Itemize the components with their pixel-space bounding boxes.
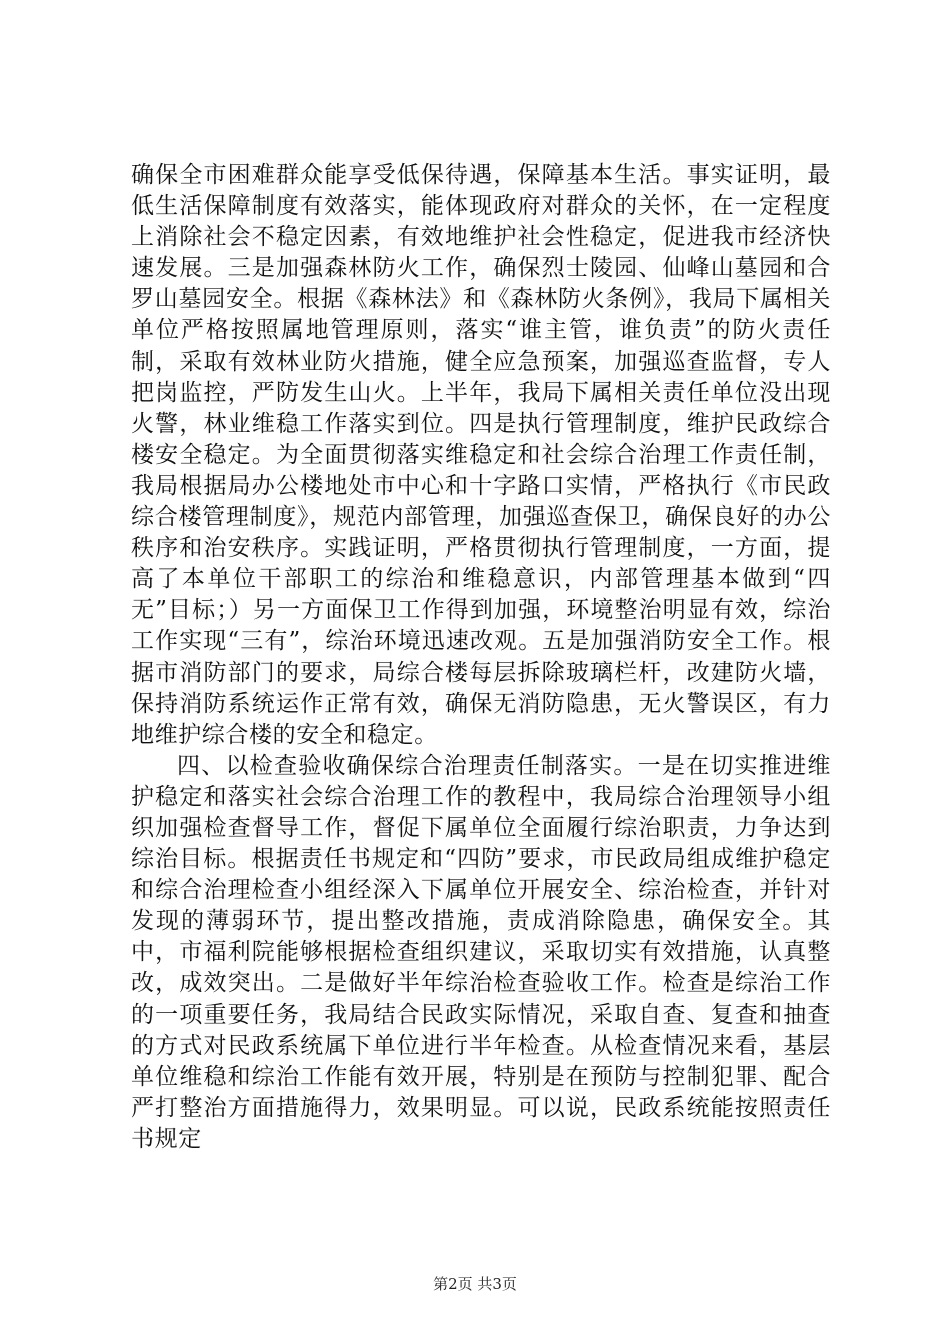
- document-body: [131, 160, 831, 1155]
- paragraph-1: 确保全市困难群众能享受低保待遇，保障基本生活。事实证明，最低生活保障制度有效落实，能体现政府对群众的关怀，在一定程度上消除社会不稳定因素，有效地维护社会性稳定，促进我市经济快速发展。三是加强森林防火工作，确保烈士陵园、仙峰山墓园和合罗山墓园安全。根据《森林法》和《森林防火条例》，我局下属相关单位严格按照属地管理原则，落实“谁主管，谁负责”的防火责任制，采取有效林业防火措施，健全应急预案，加强巡查监督，专人把岗监控，严防发生山火。上半年，我局下属相关责任单位没出现火警，林业维稳工作落实到位。四是执行管理制度，维护民政综合楼安全稳定。为全面贯彻落实维稳定和社会综合治理工作责任制，我局根据局办公楼地处市中心和十字路口实情，严格执行《市民政综合楼管理制度》，规范内部管理，加强巡查保卫，确保良好的办公秩序和治安秩序。实践证明，严格贯彻执行管理制度，一方面，提高了本单位干部职工的综治和维稳意识，内部管理基本做到“四无”目标；）另一方面保卫工作得到加强，环境整治明显有效，综治工作实现“三有”，综治环境迅速改观。五是加强消防安全工作。根据市消防部门的要求，局综合楼每层拆除玻璃栏杆，改建防火墙，保持消防系统运作正常有效，确保无消防隐患，无火警误区，有力地维护综合楼的安全和稳定。: [131, 162, 831, 748]
- paragraph-2: 四、以检查验收确保综合治理责任制落实。一是在切实推进维护稳定和落实社会综合治理工作的教程中，我局综合治理领导小组织加强检查督导工作，督促下属单位全面履行综治职责，力争达到综治目标。根据责任书规定和“四防”要求，市民政局组成维护稳定和综合治理检查小组经深入下属单位开展安全、综治检查，并针对发现的薄弱环节，提出整改措施，责成消除隐患，确保安全。其中，市福利院能够根据检查组织建议，采取切实有效措施，认真整改，成效突出。二是做好半年综治检查验收工作。检查是综治工作的一项重要任务，我局结合民政实际情况，采取自查、复查和抽查的方式对民政系统属下单位进行半年检查。从检查情况来看，基层单位维稳和综治工作能有效开展，特别是在预防与控制犯罪、配合严打整治方面措施得力，效果明显。可以说，民政系统能按照责任书规定: [131, 752, 831, 1152]
- page-number-footer: 第2页 共3页: [433, 1275, 517, 1293]
